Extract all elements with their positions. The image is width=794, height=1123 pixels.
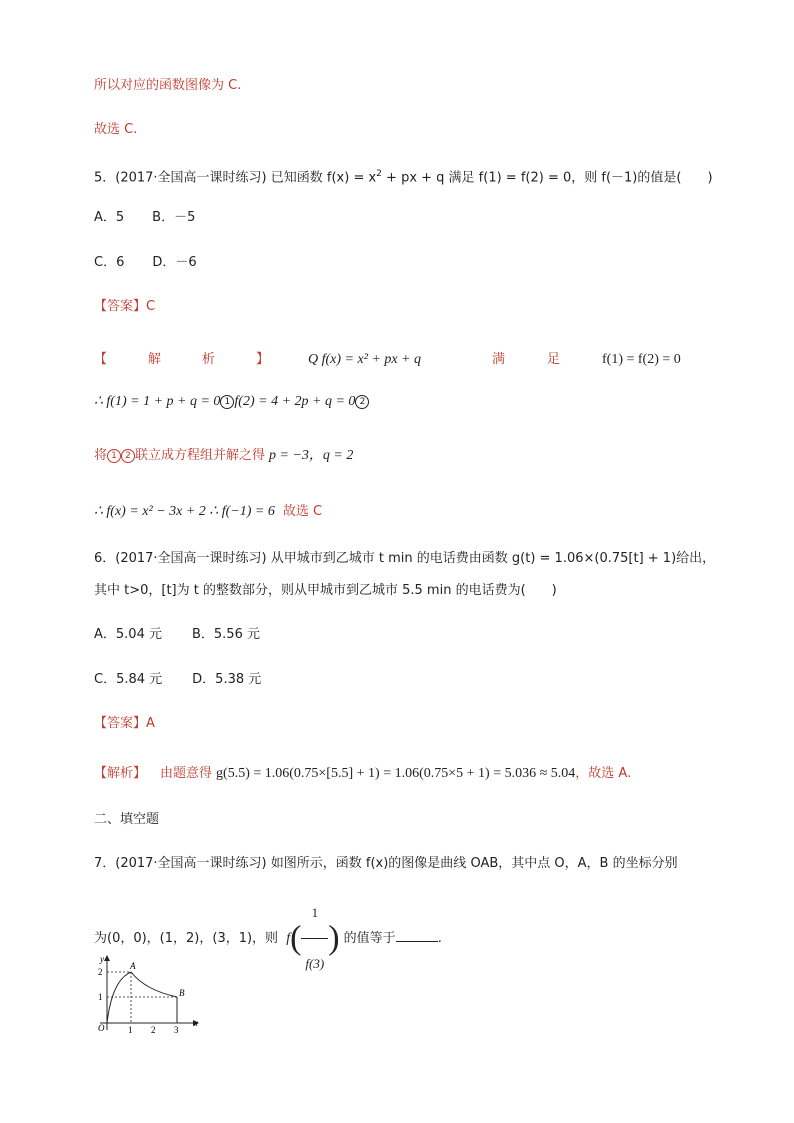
- q5-options-cd: [94, 254, 197, 272]
- function-graph: [90, 950, 210, 1035]
- x-tick-2: 2: [151, 1025, 156, 1035]
- text-line-choose-c: 故选 C.: [94, 122, 138, 137]
- circled-1: 1: [220, 395, 234, 409]
- point-b-label: B: [179, 988, 185, 998]
- point-a-label: A: [130, 961, 136, 971]
- x-tick-1: 1: [128, 1025, 133, 1035]
- q5-options-ab: [94, 209, 195, 227]
- y-axis-label: y: [100, 954, 104, 964]
- q6-analysis: 【解析】 由题意得 g(5.5) = 1.06(0.75×[5.5] + 1) = 1.06(0.75×5 + 1) = 5.036 ≈ 5.04，故选 A.: [94, 766, 632, 781]
- y-tick-2: 2: [98, 967, 103, 977]
- curve-ab: [131, 972, 177, 997]
- option-d: D．－6: [152, 255, 197, 270]
- q5-analysis-line2: ∴ f(1) = 1 + p + q = 0 1 f(2) = 4 + 2p + q = 0 2: [94, 393, 369, 411]
- q5-analysis-line3: 将 1 2 联立成方程组并解之得 p = −3，q = 2: [94, 448, 354, 463]
- x-axis-label: x: [194, 1018, 198, 1028]
- q6-answer: 【答案】A: [94, 716, 155, 731]
- curve-oa: [107, 972, 131, 1023]
- q6-options-cd: [94, 671, 261, 689]
- option-a: A．5.04 元: [94, 627, 162, 642]
- question-7-line1: 7．(2017·全国高一课时练习) 如图所示，函数 f(x)的图像是曲线 OAB，其中点 O，A，B 的坐标分别: [94, 856, 678, 871]
- option-b: B．5.56 元: [191, 627, 260, 642]
- answer-blank[interactable]: [396, 929, 438, 942]
- circled-2: 2: [355, 395, 369, 409]
- q5-answer: 【答案】C: [94, 299, 156, 314]
- option-a: A．5: [94, 210, 125, 225]
- q5-analysis-line1: 【 解 析 】 Q f(x) = x² + px + q 满 足 f(1) = f(2) = 0: [94, 352, 681, 367]
- option-c: C．5.84 元: [94, 672, 163, 687]
- fraction: $\frac{1}{f(3)}$: [301, 888, 328, 989]
- q5-analysis-line4: ∴ f(x) = x² − 3x + 2 ∴ f(−1) = 6 故选 C: [94, 504, 323, 519]
- option-d: D．5.38 元: [192, 672, 262, 687]
- option-b: B．－5: [152, 210, 196, 225]
- q6-options-ab: [94, 626, 260, 644]
- x-tick-3: 3: [174, 1025, 179, 1035]
- question-5: 5．(2017·全国高一课时练习) 已知函数 $f(x) = x^2$ + px + q 满足 f(1) = f(2) = 0，则 f(－1)的值是( ): [94, 169, 713, 186]
- question-6-line1: 6．(2017·全国高一课时练习) 从甲城市到乙城市 t min 的电话费由函数 g(t) = 1.06×(0.75[t] + 1)给出，: [94, 551, 716, 566]
- question-7-line2: 为(0，0)，(1，2)，(3，1)，则 f( $\frac{1}{f(3)}$ ) 的值等于 .: [94, 888, 442, 938]
- option-c: C．6: [94, 255, 125, 270]
- origin-label: O: [98, 1023, 105, 1033]
- text-line-conclusion: 所以对应的函数图像为 C.: [94, 78, 242, 93]
- section-heading-fill-blank: 二、填空题: [94, 812, 160, 827]
- y-tick-1: 1: [98, 992, 103, 1002]
- question-6-line2: 其中 t>0，[t]为 t 的整数部分，则从甲城市到乙城市 5.5 min 的电话费为( ): [94, 583, 557, 598]
